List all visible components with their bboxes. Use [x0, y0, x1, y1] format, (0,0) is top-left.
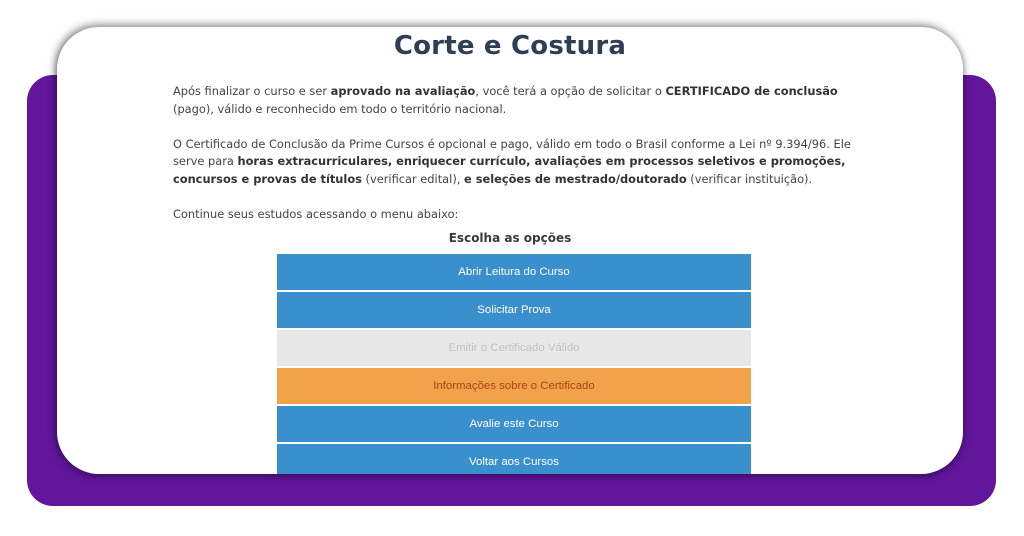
text-segment: (verificar edital),: [361, 171, 465, 186]
options-menu: [277, 254, 751, 474]
text-segment: O Certificado de Conclusão da Prime Cursos é opcional e pago, válido em todo o Brasil conforme a Lei nº 9.394/96. Ele serve para: [173, 136, 851, 168]
continue-paragraph: Continue seus estudos acessando o menu abaixo:: [173, 206, 459, 221]
text-segment: (pago), válido e reconhecido em todo o território nacional.: [173, 101, 507, 116]
text-bold: e seleções de mestrado/doutorado: [464, 171, 687, 186]
text-bold: horas extracurriculares, enriquecer currículo, avaliações em processos seletivos e promoções, concursos e provas de títulos: [173, 154, 846, 186]
text-bold: CERTIFICADO de conclusão: [665, 84, 838, 98]
certificate-intro-paragraph: [173, 83, 853, 118]
course-card: [57, 27, 963, 474]
open-course-reading-button[interactable]: Abrir Leitura do Curso: [277, 254, 751, 290]
page-title: Corte e Costura: [393, 31, 627, 61]
text-segment: (verificar instituição).: [686, 171, 813, 186]
issue-certificate-button: Emitir o Certificado Válido: [277, 330, 751, 366]
back-to-courses-button[interactable]: Voltar aos Cursos: [277, 444, 751, 474]
request-exam-button[interactable]: Solicitar Prova: [277, 292, 751, 328]
certificate-info-button[interactable]: Informações sobre o Certificado: [277, 368, 751, 404]
certificate-details-paragraph: [173, 136, 853, 189]
text-segment: Após finalizar o curso e ser: [173, 84, 331, 98]
rate-course-button[interactable]: Avalie este Curso: [277, 406, 751, 442]
course-description: [173, 83, 853, 241]
options-heading: Escolha as opções: [448, 231, 572, 245]
text-bold: aprovado na avaliação: [330, 84, 476, 98]
text-segment: , você terá a opção de solicitar o: [475, 84, 666, 98]
